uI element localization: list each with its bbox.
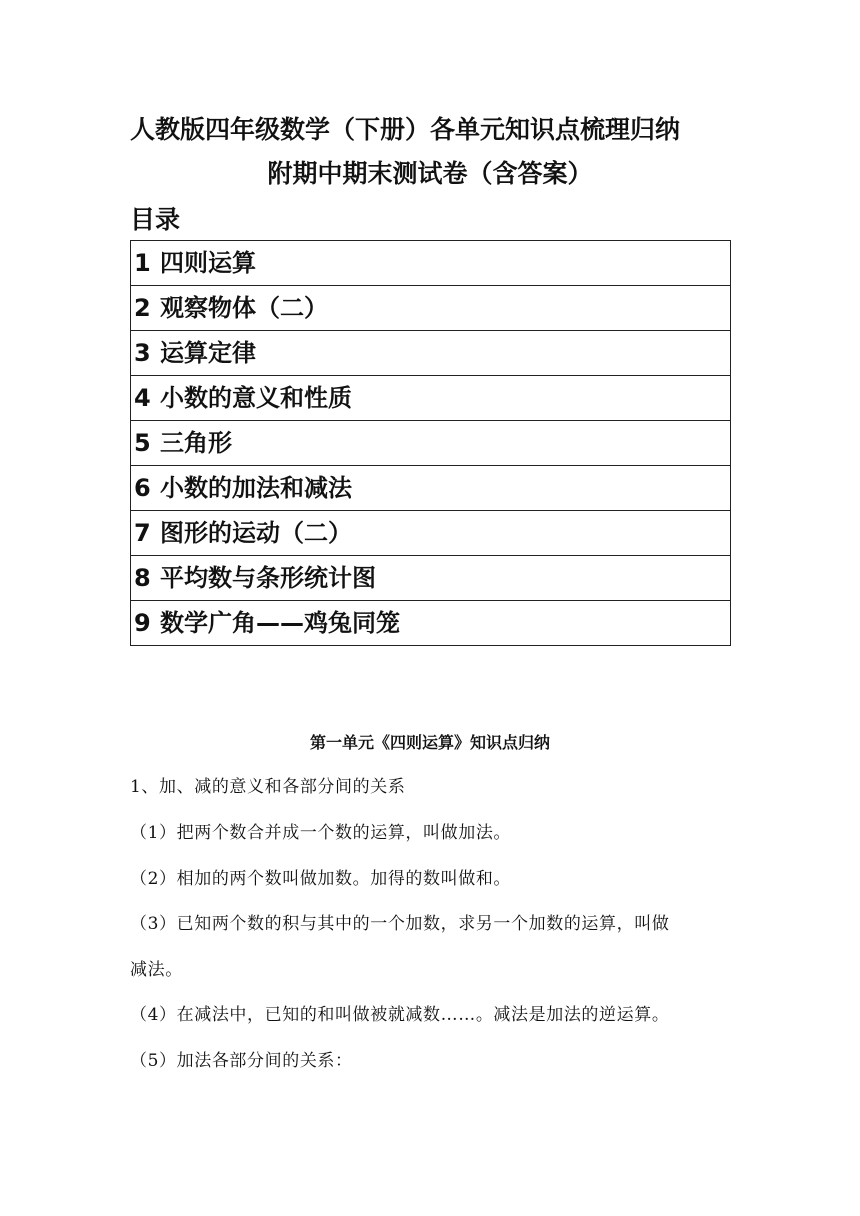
toc-label: 小数的意义和性质 bbox=[160, 384, 352, 412]
toc-cell bbox=[131, 241, 731, 286]
toc-label: 平均数与条形统计图 bbox=[160, 564, 376, 592]
toc-number: 2 bbox=[134, 294, 151, 322]
toc-label: 图形的运动（二） bbox=[160, 519, 352, 547]
toc-number: 4 bbox=[134, 384, 151, 412]
toc-cell bbox=[131, 286, 731, 331]
toc-row bbox=[131, 466, 731, 511]
toc-row bbox=[131, 331, 731, 376]
toc-cell bbox=[131, 466, 731, 511]
paragraph: （2）相加的两个数叫做加数。加得的数叫做和。 bbox=[130, 869, 512, 889]
toc-row bbox=[131, 376, 731, 421]
toc-table bbox=[130, 240, 731, 646]
toc-number: 6 bbox=[134, 474, 151, 502]
toc-cell bbox=[131, 376, 731, 421]
toc-number: 9 bbox=[134, 609, 151, 637]
toc-label: 三角形 bbox=[160, 429, 232, 457]
toc-label: 数学广角——鸡兔同笼 bbox=[160, 609, 400, 637]
toc-row bbox=[131, 511, 731, 556]
toc-number: 1 bbox=[134, 249, 151, 277]
toc-row bbox=[131, 556, 731, 601]
toc-number: 7 bbox=[134, 519, 151, 547]
toc-row bbox=[131, 241, 731, 286]
toc-number: 8 bbox=[134, 564, 151, 592]
toc-label: 小数的加法和减法 bbox=[160, 474, 352, 502]
toc-cell bbox=[131, 511, 731, 556]
document-title-line2: 附期中期末测试卷（含答案） bbox=[267, 159, 593, 188]
section-title: 第一单元《四则运算》知识点归纳 bbox=[309, 733, 550, 752]
toc-cell bbox=[131, 601, 731, 646]
toc-cell bbox=[131, 421, 731, 466]
paragraph: 1、加、减的意义和各部分间的关系 bbox=[130, 777, 406, 797]
toc-row bbox=[131, 286, 731, 331]
toc-number: 3 bbox=[134, 339, 151, 367]
toc-number: 5 bbox=[134, 429, 151, 457]
paragraph: （4）在减法中，已知的和叫做被就减数……。减法是加法的逆运算。 bbox=[130, 1005, 670, 1025]
paragraph: （5）加法各部分间的关系： bbox=[130, 1051, 353, 1071]
toc-cell bbox=[131, 556, 731, 601]
paragraph: （1）把两个数合并成一个数的运算，叫做加法。 bbox=[130, 823, 512, 843]
toc-row bbox=[131, 421, 731, 466]
paragraph: （3）已知两个数的积与其中的一个加数，求另一个加数的运算，叫做 bbox=[130, 914, 670, 934]
toc-cell bbox=[131, 331, 731, 376]
toc-heading: 目录 bbox=[130, 205, 181, 234]
toc-row bbox=[131, 601, 731, 646]
paragraph: 减法。 bbox=[130, 960, 183, 980]
toc-label: 四则运算 bbox=[160, 249, 256, 277]
toc-label: 观察物体（二） bbox=[160, 294, 328, 322]
document-title-line1: 人教版四年级数学（下册）各单元知识点梳理归纳 bbox=[130, 115, 681, 144]
toc-label: 运算定律 bbox=[160, 339, 256, 367]
